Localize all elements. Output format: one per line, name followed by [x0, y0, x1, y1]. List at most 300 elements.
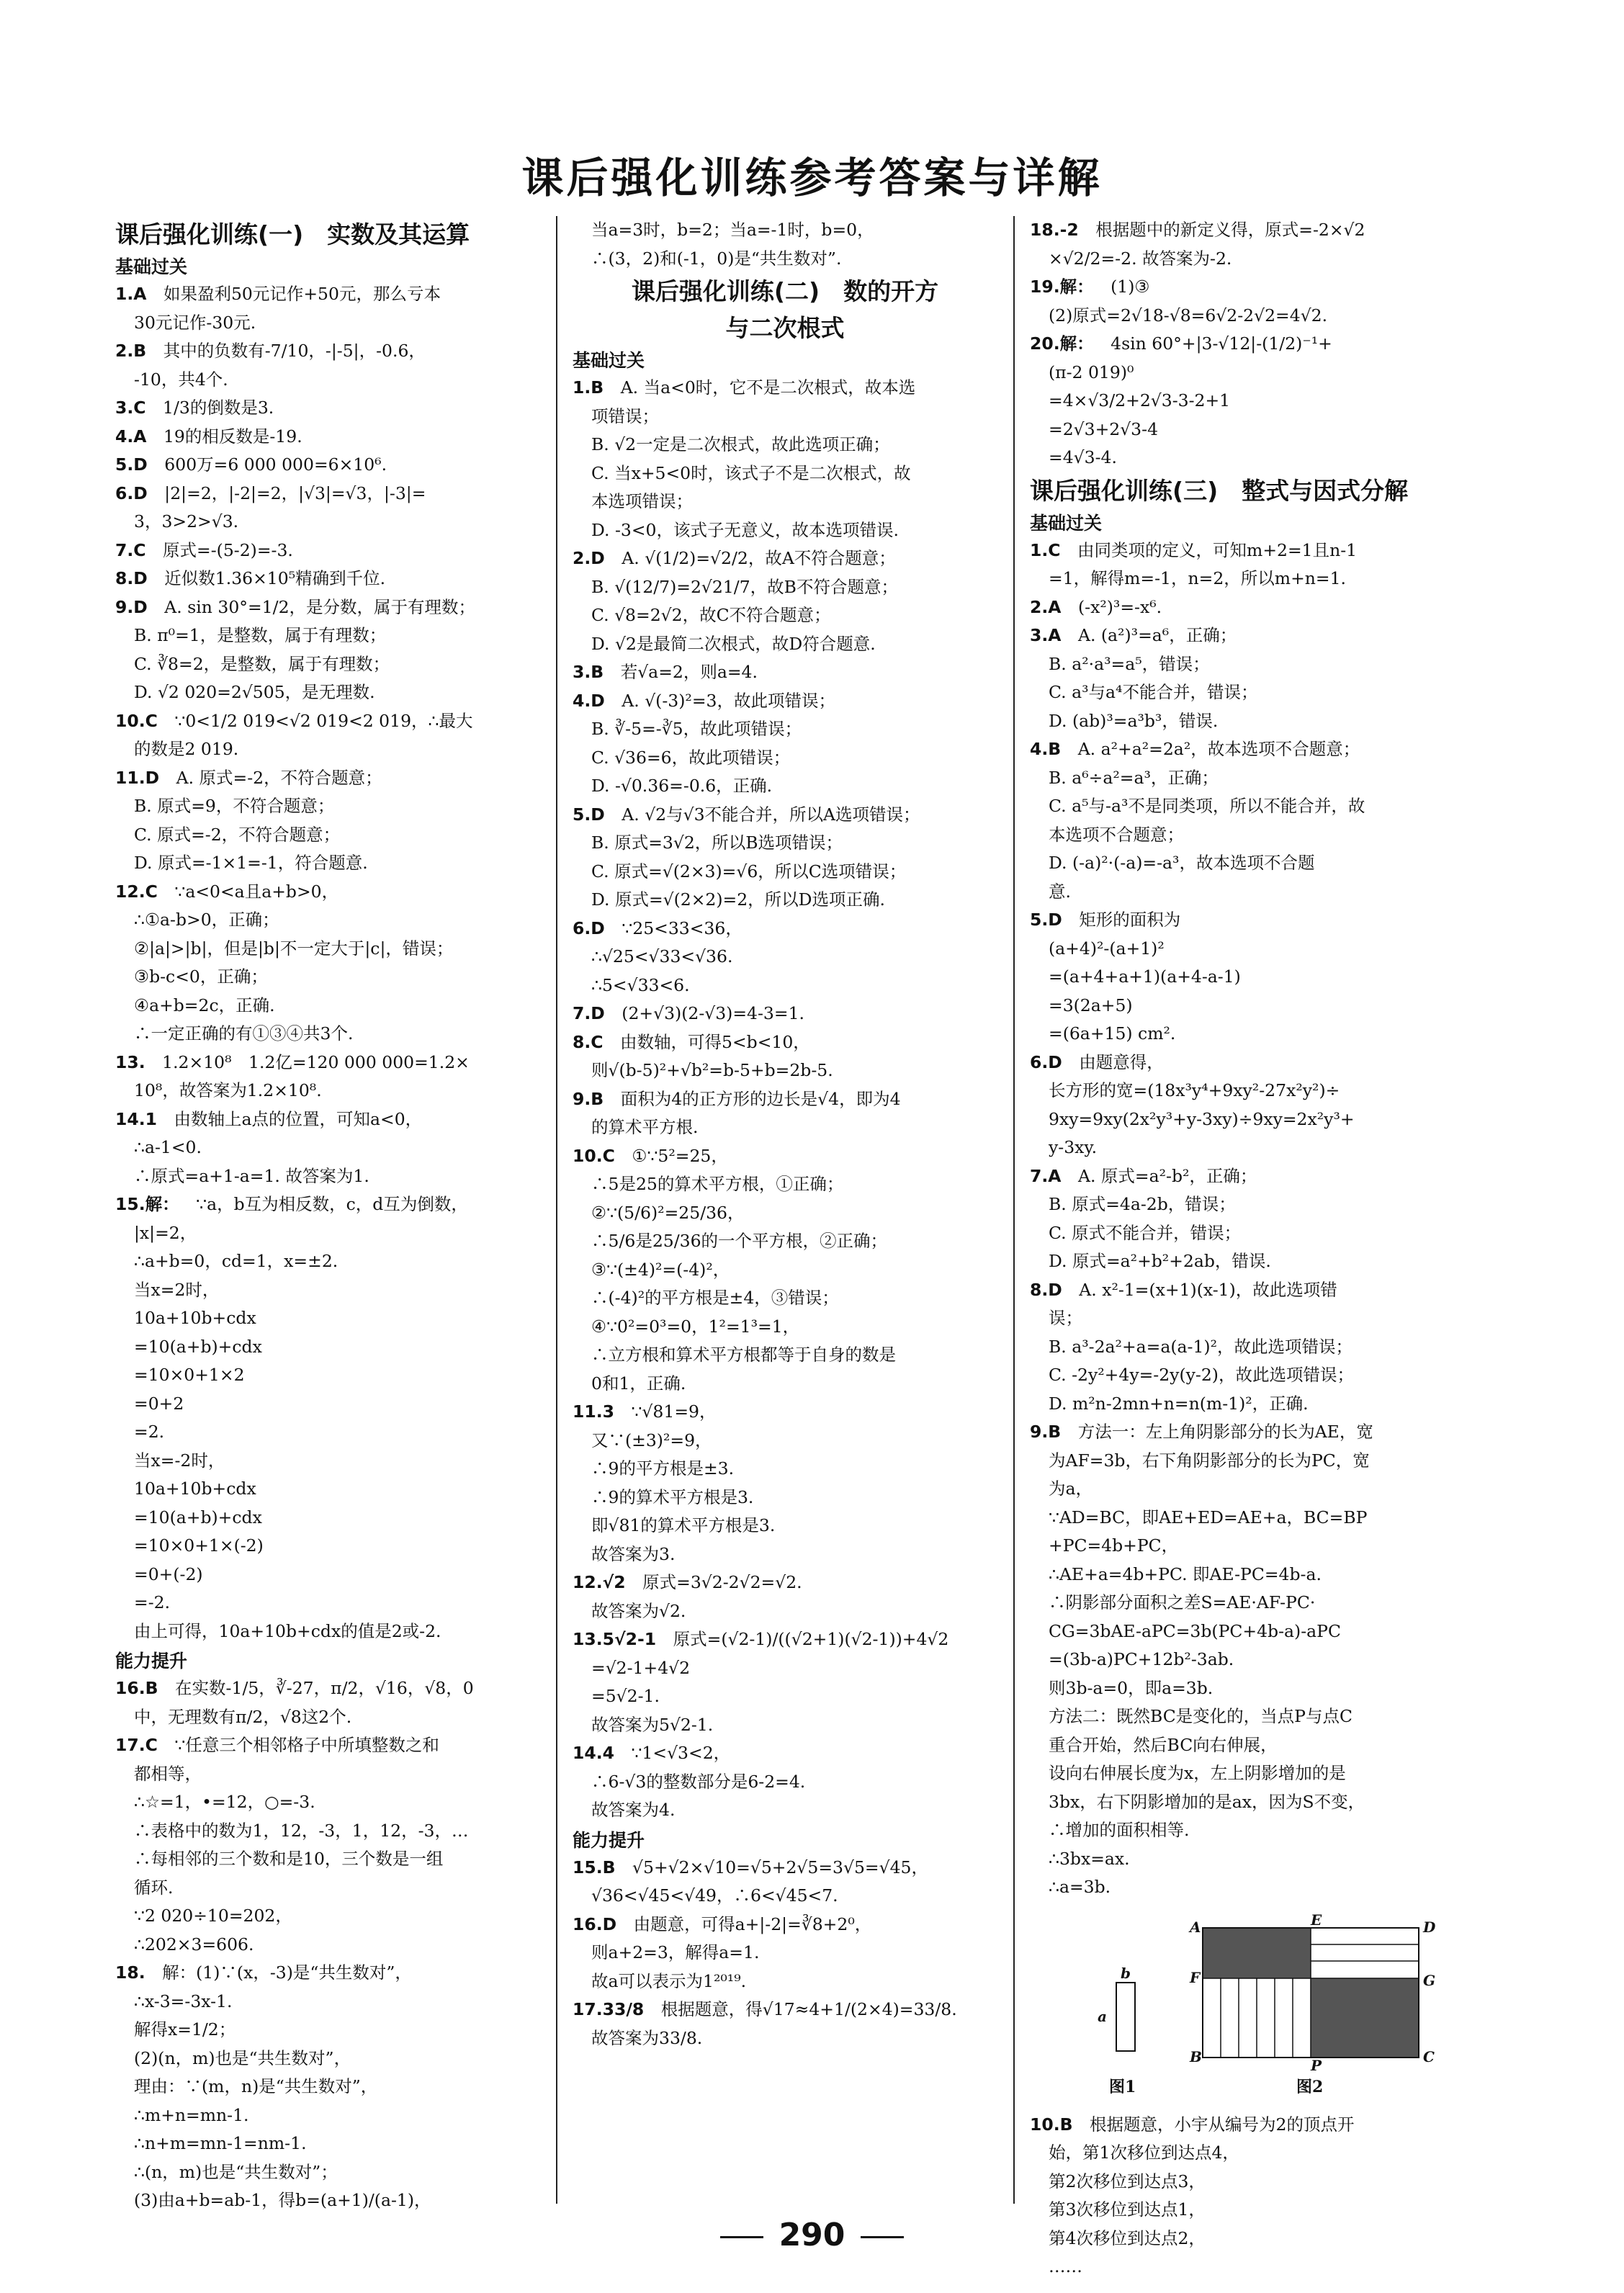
answer-line	[115, 451, 540, 480]
answer-continuation: 当x=-2时，	[134, 1450, 225, 1471]
question-number: 7.A	[1030, 1165, 1062, 1186]
answer-text: ∵√81=9，	[614, 1401, 717, 1422]
answer-continuation: 重合开始，然后BC向右伸展，	[1049, 1734, 1278, 1755]
answer-continuation: =10×0+1×(-2)	[134, 1535, 264, 1556]
answer-continuation: (2)(n，m)也是“共生数对”，	[134, 2047, 351, 2068]
column-2	[573, 216, 997, 2204]
answer-continuation: (2)原式=2√18-√8=6√2-2√2=4√2.	[1049, 305, 1328, 326]
answer-line	[573, 687, 997, 716]
question-number: 15.B	[573, 1857, 616, 1877]
answer-continuation: ∴(n，m)也是“共生数对”；	[134, 2161, 338, 2182]
answer-continuation: C. 原式不能合并，错误；	[1049, 1222, 1242, 1243]
answer-continuation: ……	[1049, 2256, 1082, 2276]
answer-continuation: 中，无理数有π/2，√8这2个.	[134, 1706, 352, 1727]
answer-continuation: 30元记作-30元.	[134, 312, 256, 333]
answer-text: ①∵5²=25，	[614, 1145, 728, 1166]
answer-text: 600万=6 000 000=6×10⁶.	[147, 454, 387, 475]
answer-continuation: C. √8=2√2，故C不符合题意；	[591, 605, 831, 625]
answer-line	[115, 1049, 540, 1077]
answer-text: 由数轴上a点的位置，可知a<0，	[156, 1108, 423, 1129]
answer-continuation: ∴立方根和算术平方根都等于自身的数是	[591, 1345, 896, 1365]
question-number: 20.解：	[1030, 333, 1094, 354]
answer-line	[1030, 1418, 1476, 1447]
answer-text: ∵a，b互为相反数，c，d互为倒数，	[179, 1194, 468, 1214]
answer-continuation: 本选项错误；	[591, 491, 693, 511]
answer-line	[573, 1085, 997, 1114]
answer-line	[573, 1398, 997, 1427]
answer-continuation: =2√3+2√3-4	[1049, 418, 1159, 439]
answer-continuation: 都相等，	[134, 1763, 202, 1784]
answer-text: 原式=-(5-2)=-3.	[145, 539, 293, 560]
answer-continuation: D. √2 020=2√505，是无理数.	[134, 682, 375, 702]
answer-continuation: D. (-a)²·(-a)=-a³，故本选项不合题	[1049, 853, 1315, 873]
question-number: 13.5√2-1	[573, 1629, 657, 1649]
answer-continuation: ∴202×3=606.	[134, 1934, 254, 1955]
answer-continuation: ∴a-1<0.	[134, 1137, 202, 1157]
answer-text: √5+√2×√10=√5+2√5=3√5=√45，	[615, 1857, 928, 1877]
answer-continuation: ②|a|>|b|，但是|b|不一定大于|c|，错误；	[134, 938, 454, 959]
answer-line	[573, 1142, 997, 1171]
question-number: 6.D	[115, 483, 148, 503]
question-number: 12.√2	[573, 1572, 626, 1592]
question-number: 18.-2	[1030, 220, 1079, 240]
rectangle-figure	[1080, 1912, 1455, 2106]
answer-continuation: =10(a+b)+cdx	[134, 1507, 262, 1527]
answer-continuation: ∴3bx=ax.	[1049, 1848, 1130, 1869]
answer-continuation: D. 原式=a²+b²+2ab，错误.	[1049, 1251, 1271, 1271]
question-number: 4.D	[573, 690, 605, 711]
question-number: 5.D	[573, 804, 605, 825]
answer-continuation: ∴①a-b>0，正确；	[134, 910, 279, 930]
question-number: 6.D	[1030, 1051, 1062, 1072]
caption-fig2: 图2	[1296, 2077, 1324, 2096]
question-number: 4.A	[115, 426, 147, 447]
answer-continuation: 当a=3时，b=2；当a=-1时，b=0，	[591, 220, 874, 240]
answer-continuation: 长方形的宽=(18x³y⁴+9xy²-27x²y²)÷	[1049, 1080, 1340, 1100]
answer-continuation: 循环.	[134, 1877, 174, 1898]
answer-line	[115, 394, 540, 423]
point-label-A: A	[1190, 1918, 1201, 1936]
answer-continuation: ∴a=3b.	[1049, 1877, 1111, 1897]
answer-line	[573, 1739, 997, 1768]
answer-continuation: ∴☆=1，•=12，○=-3.	[134, 1792, 315, 1812]
question-number: 16.B	[115, 1678, 158, 1698]
answer-line	[1030, 330, 1476, 359]
question-number: 12.C	[115, 881, 158, 902]
answer-line	[573, 1996, 997, 2024]
answer-continuation: ∴6-√3的整数部分是6-2=4.	[591, 1771, 806, 1792]
answer-continuation: ∴5<√33<6.	[591, 974, 690, 995]
answer-line	[1030, 216, 1476, 245]
answer-line	[115, 1959, 540, 1988]
answer-continuation: ∴阴影部分面积之差S=AE·AF-PC·	[1049, 1592, 1316, 1612]
answer-line	[115, 423, 540, 452]
answer-continuation: =0+(-2)	[134, 1563, 203, 1584]
answer-continuation: =3(2a+5)	[1049, 995, 1133, 1015]
answer-continuation: ∴9的算术平方根是3.	[591, 1486, 754, 1507]
question-number: 5.D	[115, 454, 148, 475]
subsection-heading: 基础过关	[1030, 512, 1103, 534]
shaded-region-bottom-right	[1311, 1978, 1419, 2058]
question-number: 3.B	[573, 662, 604, 682]
answer-line	[115, 764, 540, 793]
question-number: 7.C	[115, 539, 146, 560]
answer-text: A. √(-3)²=3，故此项错误；	[604, 690, 835, 711]
answer-line	[1030, 1162, 1476, 1191]
subsection-heading: 基础过关	[115, 256, 188, 277]
question-number: 8.C	[573, 1031, 604, 1052]
answer-continuation: 3，3>2>√3.	[134, 511, 239, 531]
answer-text: 根据题意，得√17≈4+1/(2×4)=33/8.	[644, 1999, 957, 2019]
answer-continuation: ∴(-4)²的平方根是±4，③错误；	[591, 1288, 839, 1308]
question-number: 19.解：	[1030, 277, 1094, 297]
answer-text: 原式=3√2-2√2=√2.	[625, 1572, 802, 1592]
column-divider	[556, 216, 557, 2204]
answer-text: 原式=(√2-1)/((√2+1)(√2-1))+4√2	[656, 1629, 949, 1649]
answer-continuation: ∴5是25的算术平方根，①正确；	[591, 1174, 844, 1194]
answer-text: A. (a²)³=a⁶，正确；	[1061, 625, 1237, 645]
answer-text: 4sin 60°+|3-√12|-(1/2)⁻¹+	[1093, 333, 1332, 354]
answer-continuation: ∴增加的面积相等.	[1049, 1820, 1190, 1840]
answer-continuation: 的数是2 019.	[134, 739, 239, 759]
answer-continuation: ∴a+b=0，cd=1，x=±2.	[134, 1251, 338, 1271]
question-number: 1.B	[573, 377, 604, 398]
question-number: 16.D	[573, 1913, 617, 1934]
answer-continuation: -10，共4个.	[134, 369, 228, 390]
answer-continuation: 误；	[1049, 1308, 1082, 1328]
answer-continuation: 故答案为4.	[591, 1800, 676, 1820]
answer-text: ∵1<√3<2，	[614, 1743, 731, 1763]
answer-continuation: |x|=2，	[134, 1222, 197, 1243]
question-number: 10.C	[115, 710, 158, 731]
subsection-heading: 能力提升	[115, 1651, 188, 1671]
answer-continuation: D. -√0.36=-0.6，正确.	[591, 776, 773, 796]
question-number: 2.D	[573, 548, 605, 568]
answer-text: 根据题中的新定义得，原式=-2×√2	[1078, 220, 1365, 240]
answer-text: (1)③	[1093, 277, 1150, 297]
answer-text: A. x²-1=(x+1)(x-1)，故此选项错	[1062, 1279, 1337, 1300]
question-number: 6.D	[573, 917, 605, 938]
answer-continuation: ③∵(±4)²=(-4)²，	[591, 1259, 730, 1280]
question-number: 1.C	[1030, 539, 1061, 560]
answer-line	[1030, 537, 1476, 565]
question-number: 10.C	[573, 1145, 615, 1166]
answer-continuation: ②∵(5/6)²=25/36，	[591, 1202, 745, 1223]
answer-text: 若√a=2，则a=4.	[604, 662, 758, 682]
answer-line	[115, 280, 540, 309]
answer-continuation: ∴表格中的数为1，12，-3，1，12，-3，…	[134, 1820, 469, 1841]
side-label-a: a	[1098, 2007, 1107, 2025]
answer-continuation: 项错误；	[591, 405, 659, 426]
answer-continuation: 0和1，正确.	[591, 1373, 686, 1394]
answer-text: 根据题意，小宇从编号为2的顶点开	[1072, 2114, 1355, 2135]
answer-line	[573, 1569, 997, 1597]
answer-line	[115, 1731, 540, 1760]
question-number: 18.	[115, 1962, 145, 1983]
answer-continuation: 故答案为√2.	[591, 1600, 686, 1621]
answer-line	[573, 1911, 997, 1939]
answer-continuation: C. ∛8=2，是整数，属于有理数；	[134, 653, 390, 674]
caption-fig1: 图1	[1109, 2077, 1136, 2096]
answer-continuation: B. a⁶÷a²=a³，正确；	[1049, 767, 1219, 788]
answer-continuation: 解得x=1/2；	[134, 2019, 236, 2040]
subsection-heading: 能力提升	[573, 1829, 645, 1851]
answer-continuation: B. 原式=3√2，所以B选项错误；	[591, 833, 843, 853]
answer-line	[1030, 1276, 1476, 1305]
answer-continuation: 则3b-a=0，即a=3b.	[1049, 1677, 1213, 1698]
answer-continuation: D. m²n-2mn+n=n(m-1)²，正确.	[1049, 1393, 1309, 1414]
answer-continuation: (a+4)²-(a+1)²	[1049, 938, 1165, 959]
answer-continuation: 设向右伸展长度为x，左上阴影增加的是	[1049, 1763, 1346, 1783]
answer-continuation: ∴m+n=mn-1.	[134, 2104, 249, 2125]
page-title: 课后强化训练参考答案与详解	[521, 153, 1103, 202]
answer-line	[573, 1028, 997, 1057]
section-heading: 课后强化训练(二) 数的开方	[631, 277, 939, 305]
column-3	[1030, 216, 1476, 2276]
answer-continuation: ∴每相邻的三个数和是10，三个数是一组	[134, 1849, 444, 1869]
answer-line	[1030, 735, 1476, 764]
answer-text: ∵a<0<a且a+b>0，	[157, 881, 339, 902]
answer-continuation: 故答案为5√2-1.	[591, 1714, 714, 1735]
answer-line	[115, 707, 540, 736]
answer-line	[115, 537, 540, 565]
answer-line	[115, 1674, 540, 1703]
page-number: 290	[779, 2217, 845, 2253]
question-number: 11.3	[573, 1401, 614, 1422]
answer-text: 如果盈利50元记作+50元，那么亏本	[146, 284, 441, 304]
answer-continuation: +PC=4b+PC，	[1049, 1535, 1179, 1556]
answer-continuation: 则a+2=3，解得a=1.	[591, 1942, 760, 1962]
answer-continuation: 第4次移位到达点2，	[1049, 2227, 1206, 2248]
answer-line	[573, 801, 997, 830]
answer-text: A. a²+a²=2a²，故本选项不合题意；	[1061, 739, 1360, 759]
question-number: 15.解：	[115, 1194, 179, 1214]
answer-continuation: =-2.	[134, 1592, 171, 1612]
answer-text: A. sin 30°=1/2，是分数，属于有理数；	[147, 596, 476, 617]
answer-text: A. √(1/2)=√2/2，故A不符合题意；	[604, 548, 896, 568]
answer-line	[115, 1105, 540, 1134]
question-number: 17.C	[115, 1735, 158, 1755]
answer-continuation: C. -2y²+4y=-2y(y-2)，故此选项错误；	[1049, 1365, 1354, 1385]
answer-continuation: D. -3<0，该式子无意义，故本选项错误.	[591, 519, 899, 540]
answer-continuation: B. 原式=9，不符合题意；	[134, 796, 335, 816]
question-number: 9.B	[1030, 1422, 1062, 1442]
answer-line	[115, 593, 540, 622]
question-number: 3.C	[115, 398, 146, 418]
answer-line	[573, 1000, 997, 1028]
answer-continuation: 的算术平方根.	[591, 1117, 699, 1137]
column-divider	[1013, 216, 1015, 2204]
answer-continuation: =2.	[134, 1422, 165, 1442]
answer-continuation: ∴AE+a=4b+PC. 即AE-PC=4b-a.	[1049, 1563, 1322, 1584]
point-label-G: G	[1423, 1971, 1436, 1989]
answer-text: (-x²)³=-x⁶.	[1061, 596, 1162, 617]
answer-continuation: (3)由a+b=ab-1，得b=(a+1)/(a-1)，	[134, 2190, 431, 2210]
side-label-b: b	[1121, 1964, 1131, 1982]
answer-continuation: D. 原式=-1×1=-1，符合题意.	[134, 853, 368, 873]
answer-continuation: =4×√3/2+2√3-3-2+1	[1049, 390, 1231, 410]
answer-text: 1.2×10⁸ 1.2亿=120 000 000=1.2×	[145, 1051, 470, 1072]
page-number-row	[0, 2217, 1624, 2253]
answer-continuation: ④a+b=2c，正确.	[134, 995, 275, 1015]
answer-continuation: =5√2-1.	[591, 1686, 660, 1706]
answer-text: (2+√3)(2-√3)=4-3=1.	[604, 1003, 805, 1023]
answer-continuation: B. a³-2a²+a=a(a-1)²，故此选项错误；	[1049, 1336, 1353, 1357]
point-label-P: P	[1311, 2056, 1322, 2074]
section-heading: 与二次根式	[725, 314, 845, 342]
answer-continuation: 故答案为33/8.	[591, 2027, 703, 2048]
answer-continuation: 意.	[1049, 881, 1071, 902]
answer-continuation: D. √2是最简二次根式，故D符合题意.	[591, 633, 876, 654]
question-number: 8.D	[1030, 1279, 1062, 1300]
answer-continuation: C. √36=6，故此项错误；	[591, 747, 791, 768]
question-number: 10.B	[1030, 2114, 1073, 2135]
answer-continuation: D. 原式=√(2×2)=2，所以D选项正确.	[591, 889, 885, 910]
answer-continuation: 故答案为3.	[591, 1543, 676, 1564]
answer-continuation: √36<√45<√49，∴6<√45<7.	[591, 1885, 838, 1906]
answer-continuation: 理由：∵(m，n)是“共生数对”，	[134, 2076, 378, 2096]
answer-continuation: 始，第1次移位到达点4，	[1049, 2142, 1239, 2163]
point-label-D: D	[1423, 1918, 1436, 1936]
question-number: 13.	[115, 1051, 145, 1072]
answer-continuation: B. 原式=4a-2b，错误；	[1049, 1194, 1236, 1214]
answer-line	[1030, 593, 1476, 622]
answer-line	[1030, 622, 1476, 650]
answer-line	[1030, 906, 1476, 935]
answer-continuation: 10⁸，故答案为1.2×10⁸.	[134, 1080, 322, 1100]
answer-text: 面积为4的正方形的边长是√4，即为4	[604, 1088, 901, 1109]
small-rectangle	[1116, 1983, 1135, 2051]
answer-continuation: (π-2 019)⁰	[1049, 362, 1134, 382]
point-label-E: E	[1311, 1911, 1322, 1929]
answer-continuation: ∴(3，2)和(-1，0)是“共生数对”.	[591, 248, 842, 269]
subsection-heading: 基础过关	[573, 350, 645, 371]
question-number: 11.D	[115, 767, 160, 788]
answer-continuation: 第3次移位到达点1，	[1049, 2199, 1206, 2220]
answer-continuation: ∴n+m=mn-1=nm-1.	[134, 2133, 307, 2153]
answer-continuation: 3bx，右下阴影增加的是ax，因为S不变，	[1049, 1791, 1365, 1812]
question-number: 1.A	[115, 284, 147, 304]
answer-continuation: ④∵0²=0³=0，1²=1³=1，	[591, 1316, 800, 1337]
answer-continuation: =(3b-a)PC+12b²-3ab.	[1049, 1649, 1234, 1669]
question-number: 5.D	[1030, 910, 1062, 930]
answer-continuation: =10×0+1×2	[134, 1365, 245, 1385]
answer-line	[115, 878, 540, 907]
answer-line	[115, 480, 540, 508]
question-number: 14.4	[573, 1743, 614, 1763]
answer-continuation: =(6a+15) cm².	[1049, 1023, 1176, 1044]
answer-continuation: 为AF=3b，右下角阴影部分的长为PC，宽	[1049, 1450, 1370, 1471]
answer-line	[1030, 2111, 1476, 2140]
answer-continuation: 第2次移位到达点3，	[1049, 2171, 1206, 2191]
point-label-B: B	[1190, 2047, 1202, 2065]
answer-line	[573, 1854, 997, 1883]
answer-continuation: 方法二：既然BC是变化的，当点P与点C	[1049, 1706, 1352, 1726]
answer-continuation: B. ∛-5=-∛5，故此项错误；	[591, 719, 802, 739]
question-number: 9.B	[573, 1088, 604, 1109]
page-number-dash	[720, 2236, 763, 2238]
answer-continuation: 又∵(±3)²=9，	[591, 1430, 712, 1450]
answer-continuation: C. a³与a⁴不能合并，错误；	[1049, 682, 1258, 702]
answer-continuation: =4√3-4.	[1049, 447, 1117, 467]
answer-continuation: 10a+10b+cdx	[134, 1478, 256, 1499]
answer-continuation: =10(a+b)+cdx	[134, 1336, 262, 1357]
answer-continuation: ∵2 020÷10=202，	[134, 1906, 292, 1926]
answer-continuation: C. 原式=-2，不符合题意；	[134, 824, 341, 845]
answer-line	[573, 544, 997, 573]
answer-text: 矩形的面积为	[1062, 910, 1181, 930]
answer-continuation: C. a⁵与-a³不是同类项，所以不能合并，故	[1049, 796, 1365, 816]
answer-text: 其中的负数有-7/10，-|-5|，-0.6，	[146, 341, 426, 361]
answer-text: |2|=2，|-2|=2，|√3|=√3，|-3|=	[147, 483, 426, 503]
answer-text: 由题意得，	[1062, 1051, 1164, 1072]
answer-continuation: 由上可得，10a+10b+cdx的值是2或-2.	[134, 1620, 441, 1641]
question-number: 4.B	[1030, 739, 1062, 759]
answer-text: 方法一：左上角阴影部分的长为AE，宽	[1061, 1422, 1373, 1442]
answer-continuation: 为a，	[1049, 1478, 1093, 1499]
answer-continuation: 当x=2时，	[134, 1279, 220, 1300]
answer-continuation: 故a可以表示为1²⁰¹⁹.	[591, 1970, 747, 1991]
point-label-C: C	[1423, 2047, 1435, 2065]
answer-continuation: ③b-c<0，正确；	[134, 966, 268, 987]
answer-text: ∵25<33<36，	[604, 917, 743, 938]
section-heading: 课后强化训练(三) 整式与因式分解	[1030, 476, 1409, 505]
section-heading: 课后强化训练(一) 实数及其运算	[115, 220, 470, 248]
answer-text: A. 当a<0时，它不是二次根式，故本选	[604, 377, 916, 398]
answer-continuation: D. (ab)³=a³b³，错误.	[1049, 710, 1219, 731]
question-number: 7.D	[573, 1003, 605, 1023]
answer-continuation: =1，解得m=-1，n=2，所以m+n=1.	[1049, 568, 1347, 588]
answer-continuation: ∴5/6是25/36的一个平方根，②正确；	[591, 1231, 888, 1251]
answer-line	[115, 337, 540, 366]
answer-continuation: ∴原式=a+1-a=1. 故答案为1.	[134, 1165, 369, 1186]
question-number: 17.33/8	[573, 1999, 645, 2019]
answer-continuation: ∴9的平方根是±3.	[591, 1458, 735, 1478]
answer-line	[1030, 273, 1476, 302]
answer-line	[115, 565, 540, 593]
answer-text: ∵任意三个相邻格子中所填整数之和	[157, 1735, 439, 1755]
answer-text: 由数轴，可得5<b<10，	[603, 1031, 810, 1052]
question-number: 8.D	[115, 568, 148, 588]
answer-continuation: 本选项不合题意；	[1049, 824, 1184, 845]
answer-line	[573, 915, 997, 943]
answer-continuation: 则√(b-5)²+√b²=b-5+b=2b-5.	[591, 1060, 833, 1080]
answer-text: 解：(1)∵(x，-3)是“共生数对”，	[145, 1962, 412, 1983]
question-number: 2.A	[1030, 596, 1062, 617]
answer-continuation: ∴一定正确的有①③④共3个.	[134, 1023, 354, 1044]
answer-text: A. √2与√3不能合并，所以A选项错误；	[604, 804, 920, 825]
question-number: 14.1	[115, 1108, 157, 1129]
answer-text: 近似数1.36×10⁵精确到千位.	[147, 568, 386, 588]
answer-line	[115, 1190, 540, 1219]
answer-text: A. 原式=a²-b²，正确；	[1061, 1165, 1257, 1186]
answer-continuation: =√2-1+4√2	[591, 1657, 691, 1678]
answer-continuation: C. 当x+5<0时，该式子不是二次根式，故	[591, 462, 911, 483]
answer-continuation: ×√2/2=-2. 故答案为-2.	[1049, 248, 1232, 269]
answer-line	[573, 658, 997, 687]
answer-continuation: 9xy=9xy(2x²y³+y-3xy)÷9xy=2x²y³+	[1049, 1108, 1355, 1129]
point-label-F: F	[1190, 1968, 1201, 1986]
answer-text: 1/3的倒数是3.	[145, 398, 274, 418]
answer-continuation: ∴√25<√33<√36.	[591, 946, 733, 966]
answer-continuation: CG=3bAE-aPC=3b(PC+4b-a)-aPC	[1049, 1620, 1341, 1641]
figure-svg	[1080, 1912, 1455, 2106]
answer-text: 在实数-1/5，∛-27，π/2，√16，√8，0	[158, 1678, 474, 1698]
question-number: 2.B	[115, 341, 147, 361]
answer-text: 19的相反数是-19.	[146, 426, 302, 447]
answer-text: ∵0<1/2 019<√2 019<2 019，∴最大	[157, 710, 473, 731]
answer-continuation: ∴x-3=-3x-1.	[134, 1991, 233, 2011]
